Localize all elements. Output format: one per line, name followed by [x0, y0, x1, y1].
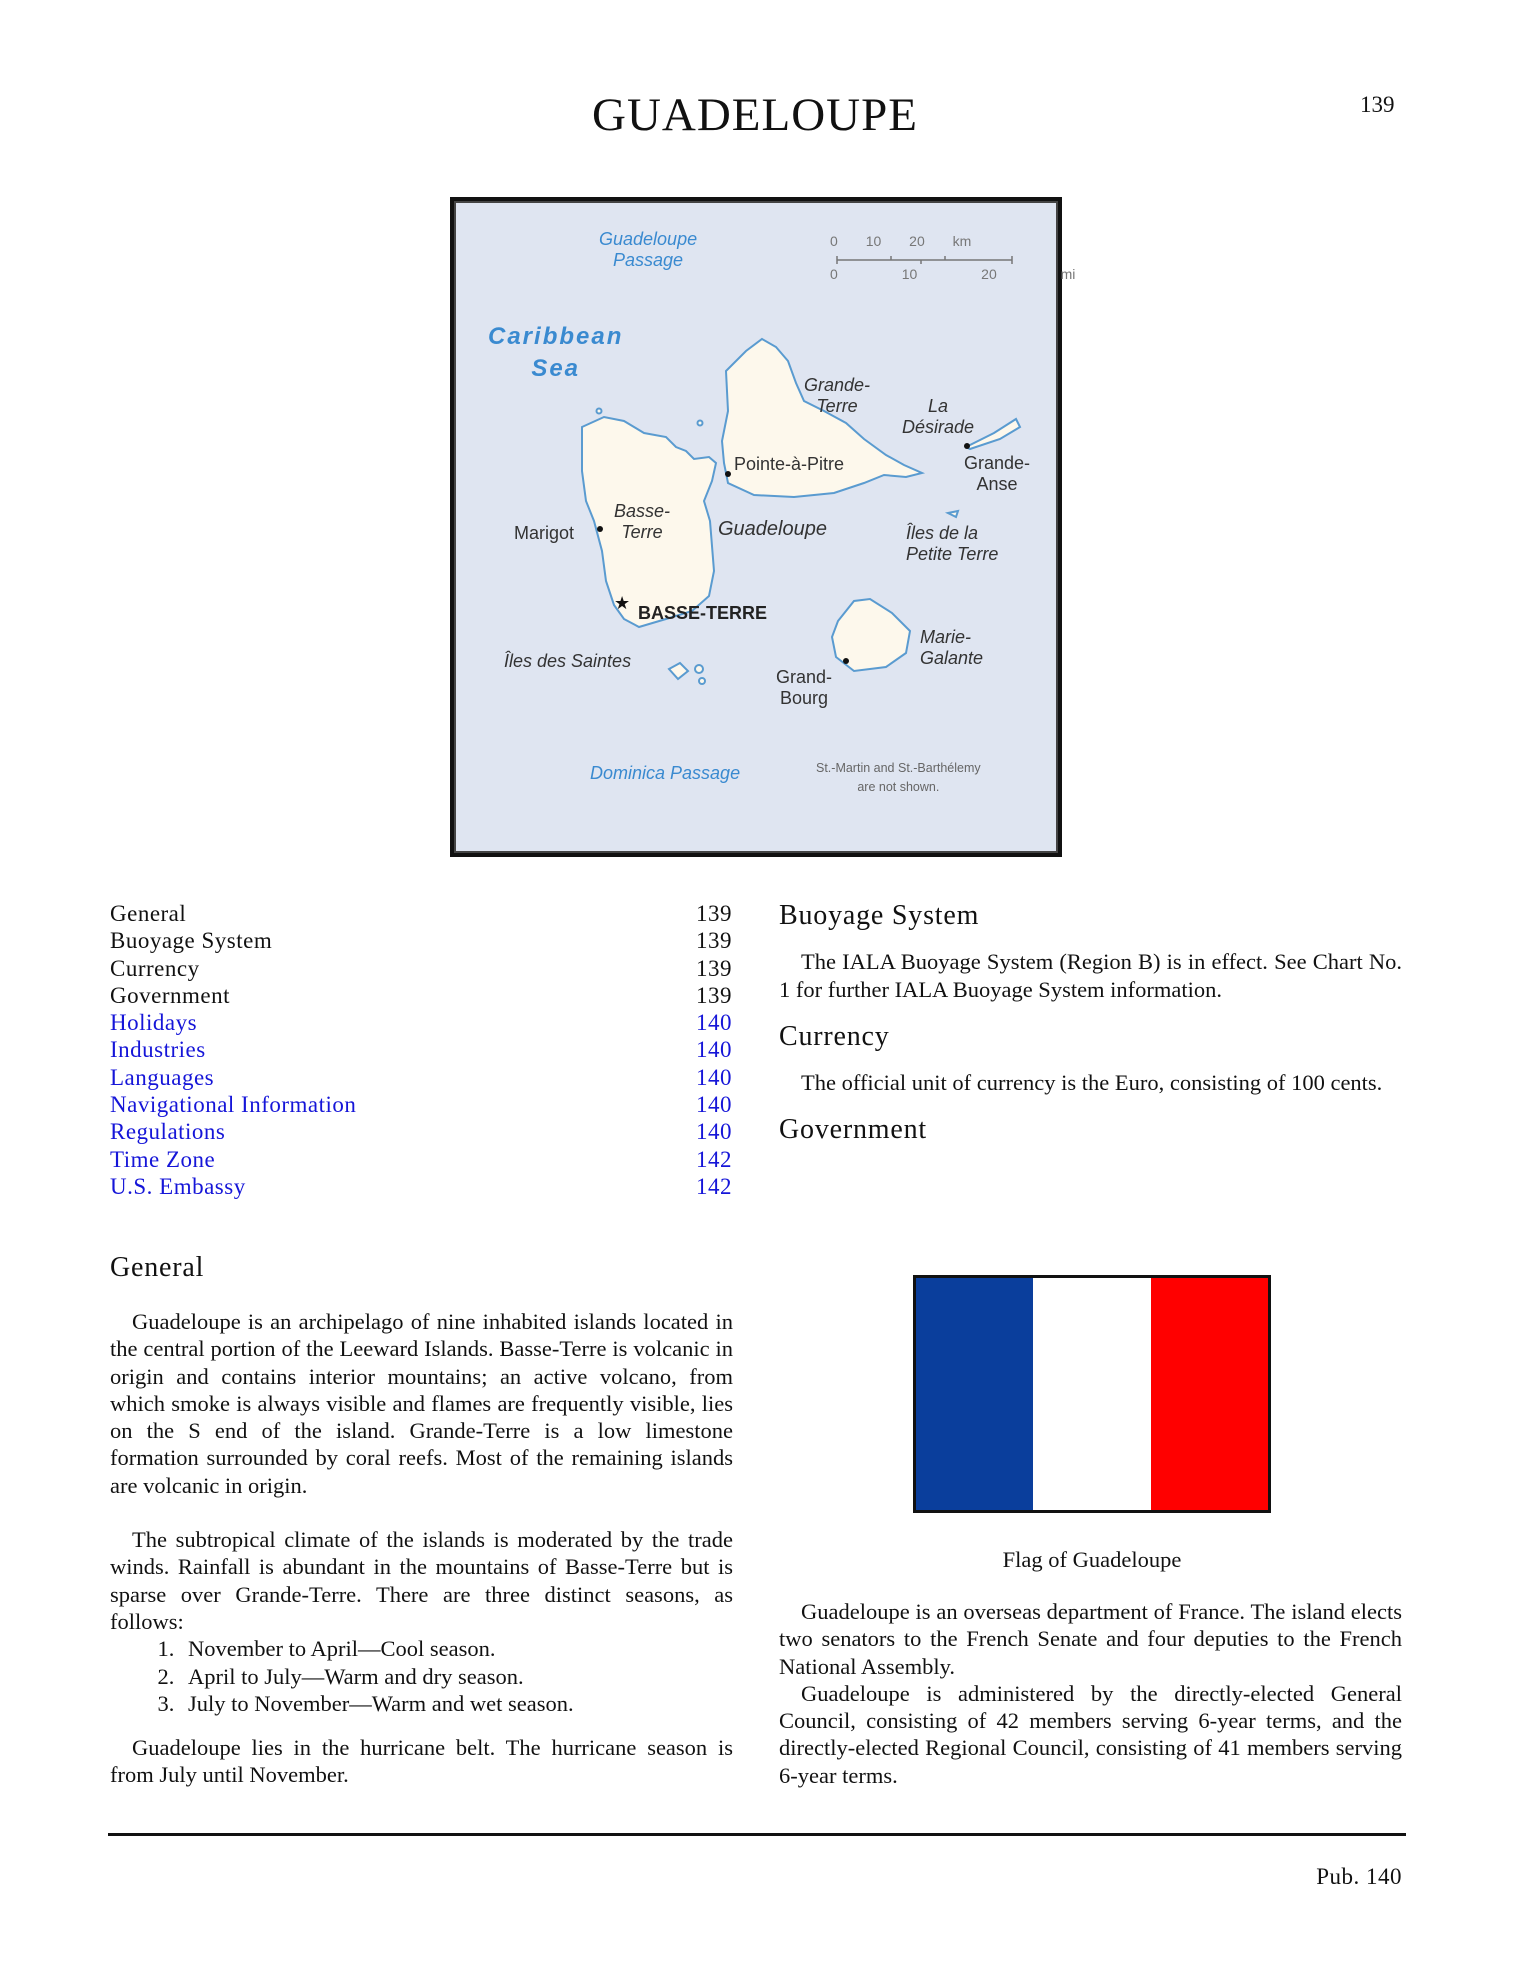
svg-text:★: ★ [614, 593, 631, 613]
page-number: 139 [1360, 92, 1395, 117]
map-label-iles-des-saintes: Îles des Saintes [504, 651, 632, 671]
map-label-grande-anse: Grande- Anse [964, 453, 1031, 494]
guadeloupe-map [450, 197, 1076, 857]
general-paragraph-3: Guadeloupe lies in the hurricane belt. The hurricane season is from July until November. [110, 1735, 733, 1788]
map-label-basse-terre-region: Basse- Terre [614, 501, 671, 542]
map-label-dominica-passage: Dominica Passage [590, 763, 741, 783]
general-section [110, 1308, 733, 1789]
publication-number: Pub. 140 [1316, 1864, 1402, 1889]
flag-of-guadeloupe [913, 1275, 1271, 1513]
toc-item-navigational-information[interactable] [110, 1091, 732, 1118]
scale-km-10: 10 [865, 233, 882, 249]
government-section [779, 1598, 1402, 1789]
toc-label: Currency [110, 955, 200, 981]
toc-label: Holidays [110, 1010, 198, 1036]
map-label-iles-petite-terre: Îles de la Petite Terre [906, 523, 999, 564]
toc-item-government [110, 982, 732, 1009]
season-item: 2. April to July—Warm and dry season. [180, 1663, 733, 1690]
season-item: 3. July to November—Warm and wet season. [180, 1690, 733, 1717]
map-label-pointe-a-pitre: Pointe-à-Pitre [734, 454, 845, 474]
table-of-contents [110, 900, 732, 1200]
toc-page: 139 [696, 901, 732, 926]
scale-mi-20: 20 mi [981, 266, 1076, 282]
la-desirade-island [966, 419, 1020, 449]
toc-item-languages[interactable] [110, 1064, 732, 1091]
toc-item-industries[interactable] [110, 1036, 732, 1063]
general-heading [110, 1252, 204, 1284]
scale-mi-0: 0 [830, 266, 838, 282]
toc-page: 139 [696, 982, 732, 1008]
map-label-grande-terre: Grande- Terre [804, 375, 871, 416]
toc-label: Industries [110, 1037, 206, 1063]
government-paragraph-1: Guadeloupe is an overseas department of France. The island elects two senators to the French Senate and four deputies to the French National Assembly. [779, 1599, 1402, 1679]
flag-stripe-white [1033, 1278, 1150, 1510]
toc-item-u-s-embassy[interactable] [110, 1173, 732, 1200]
toc-label: General [110, 901, 187, 926]
map-label-marigot: Marigot [514, 523, 575, 543]
toc-item-buoyage-system [110, 927, 732, 954]
toc-page: 140 [696, 1092, 732, 1118]
toc-label: Government [110, 982, 230, 1008]
map-label-basse-terre-capital: BASSE-TERRE [638, 603, 768, 623]
government-heading: Government [779, 1114, 927, 1146]
toc-page: 142 [696, 1173, 732, 1199]
seasons-list [110, 1635, 733, 1717]
toc-item-holidays[interactable] [110, 1009, 732, 1036]
toc-item-general [110, 900, 732, 927]
toc-label: Time Zone [110, 1146, 216, 1172]
flag-stripe-blue [916, 1278, 1033, 1510]
toc-page: 140 [696, 1010, 732, 1036]
right-column [779, 902, 1402, 1144]
toc-page: 140 [696, 1064, 732, 1090]
toc-item-regulations[interactable] [110, 1118, 732, 1145]
currency-heading: Currency [779, 1020, 890, 1052]
flag-stripe-red [1151, 1278, 1268, 1510]
buoyage-heading: Buoyage System [779, 900, 980, 931]
map-label-la-desirade: La Désirade [902, 396, 975, 437]
footer-divider [108, 1833, 1406, 1836]
general-paragraph-2: The subtropical climate of the islands is moderated by the trade winds. Rainfall is abundant in the mountains of Basse-Terre but is sparse over Grande-Terre. There are three distinct seasons, as follows: [110, 1527, 733, 1634]
toc-page: 140 [696, 1037, 732, 1063]
scale-km-0: 0 [830, 233, 838, 249]
toc-label: Navigational Information [110, 1092, 357, 1118]
map-label-guadeloupe-passage: Guadeloupe Passage [599, 229, 698, 270]
map-label-guadeloupe: Guadeloupe [718, 518, 827, 540]
currency-paragraph: The official unit of currency is the Euro, consisting of 100 cents. [801, 1070, 1383, 1096]
season-item: 1. November to April—Cool season. [180, 1635, 733, 1662]
toc-page: 140 [696, 1119, 732, 1145]
toc-label: Buoyage System [110, 928, 273, 954]
general-paragraph-1: Guadeloupe is an archipelago of nine inhabited islands located in the central portion of the Leeward Islands. Basse-Terre is volcanic in origin and contains interior mountains; an active volcano, from which smoke is always visible and flames are frequently visible, lies on the S end of the island. Grande-Terre is a low limestone formation surrounded by coral reefs. Most of the remaining islands are volcanic in origin. [110, 1309, 733, 1498]
page-title: GUADELOUPE [592, 89, 918, 141]
flag-caption: Flag of Guadeloupe [1002, 1547, 1182, 1572]
toc-item-time-zone[interactable] [110, 1146, 732, 1173]
map-note: St.-Martin and St.-Barthélemy are not shown. [816, 761, 981, 794]
scale-km-labels [830, 231, 971, 252]
iles-des-saintes [669, 663, 688, 679]
scale-km-20: 20 km [909, 233, 972, 249]
toc-page: 142 [696, 1146, 732, 1172]
scale-mi-labels [830, 264, 1075, 285]
map-label-marie-galante: Marie- Galante [920, 627, 984, 668]
government-paragraph-2: Guadeloupe is administered by the directly-elected General Council, consisting of 42 members serving 6-year terms, and the directly-elected Regional Council, consisting of 41 members serving 6-year terms. [779, 1680, 1402, 1788]
general-heading-text: General [110, 1252, 205, 1283]
toc-page: 139 [696, 955, 732, 981]
toc-label: Languages [110, 1064, 215, 1090]
scale-mi-10: 10 [901, 266, 918, 282]
map-label-grand-bourg: Grand- Bourg [776, 667, 833, 708]
toc-label: Regulations [110, 1119, 226, 1145]
buoyage-paragraph: The IALA Buoyage System (Region B) is in effect. See Chart No. 1 for further IALA Buoyage System information. [779, 949, 1402, 1002]
toc-label: U.S. Embassy [110, 1173, 246, 1199]
toc-item-currency [110, 955, 732, 982]
toc-page: 139 [696, 928, 732, 954]
map-label-caribbean-sea: Caribbean Sea [488, 323, 624, 382]
